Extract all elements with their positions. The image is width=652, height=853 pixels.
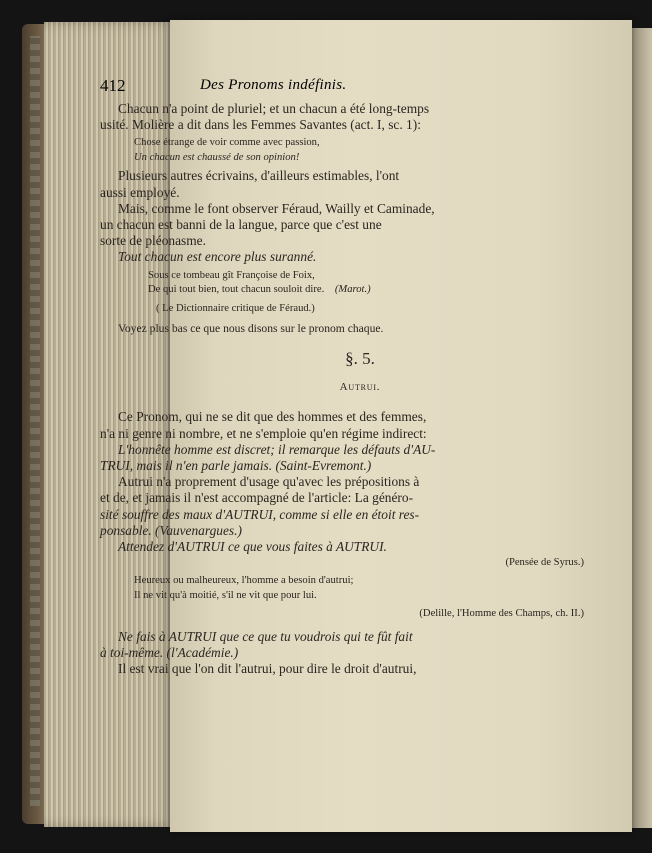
text-line: Ne fais à AUTRUI que ce que tu voudrois qui te fût fait [118, 628, 413, 644]
text-line: Plusieurs autres écrivains, d'ailleurs estimables, l'ont [118, 168, 400, 184]
verse-line [148, 283, 620, 298]
text-line: usité. Molière a dit dans les Femmes Savantes (act. I, sc. 1): [100, 117, 421, 133]
page-body [100, 101, 620, 677]
verse-source: (Marot.) [334, 284, 371, 296]
marbled-cover-edge [30, 36, 40, 806]
verse-quote [134, 136, 620, 165]
section-number: §. 5. [345, 349, 375, 369]
verse-line: Chose étrange de voir comme avec passion, [134, 137, 320, 149]
citation: (Pensée de Syrus.) [505, 557, 584, 569]
text-line: Voyez plus bas ce que nous disons sur le pronom chaque. [118, 321, 384, 335]
text-line: ponsable. (Vauvenargues.) [100, 522, 242, 538]
text-line: sorte de pléonasme. [100, 233, 206, 249]
running-head: Des Pronoms indéfinis. [200, 77, 347, 93]
text-line: Mais, comme le font observer Féraud, Wailly et Caminade, [118, 200, 435, 216]
text-line: n'a ni genre ni nombre, et ne s'emploie qu'en régime indirect: [100, 425, 427, 441]
text-line: Autrui n'a proprement d'usage qu'avec les prépositions à [118, 474, 420, 490]
verse-quote [134, 574, 620, 603]
page-header [100, 76, 620, 98]
section-title: Autrui. [339, 381, 381, 394]
text-line: un chacun est banni de la langue, parce que c'est une [100, 217, 382, 233]
text-line: à toi-même. (l'Académie.) [100, 644, 239, 660]
text-line: Chacun n'a point de pluriel; et un chacun a été long-temps [118, 101, 430, 116]
text-line: sité souffre des maux d'AUTRUI, comme si elle en étoit res- [100, 506, 420, 522]
verse-line: Heureux ou malheureux, l'homme a besoin d'autrui; [134, 575, 354, 587]
citation: ( Le Dictionnaire critique de Féraud.) [156, 302, 315, 314]
verse-line: Un chacun est chaussé de son opinion! [134, 151, 300, 163]
verse-text: De qui tout bien, tout chacun souloit dire. [148, 284, 325, 296]
text-line: aussi employé. [100, 184, 180, 200]
verse-line: Sous ce tombeau gît Françoise de Foix, [148, 269, 315, 281]
text-line: Attendez d'AUTRUI ce que vous faites à AUTRUI. [118, 539, 387, 555]
text-line: Il est vrai que l'on dit l'autrui, pour dire le droit d'autrui, [118, 661, 417, 677]
text-line: Ce Pronom, qui ne se dit que des hommes et des femmes, [118, 409, 427, 425]
citation: (Delille, l'Homme des Champs, ch. II.) [419, 608, 584, 620]
text-line: et de, et jamais il n'est accompagné de l'article: La généro- [100, 490, 414, 506]
verse-line: Il ne vit qu'à moitié, s'il ne vit que pour lui. [134, 589, 317, 601]
page-number: 412 [100, 76, 126, 95]
text-line: L'honnête homme est discret; il remarque les défauts d'AU- [118, 441, 436, 457]
text-line: TRUI, mais il n'en parle jamais. (Saint-Evremont.) [100, 458, 372, 474]
verse-quote [148, 269, 620, 298]
text-line: Tout chacun est encore plus suranné. [118, 249, 317, 265]
